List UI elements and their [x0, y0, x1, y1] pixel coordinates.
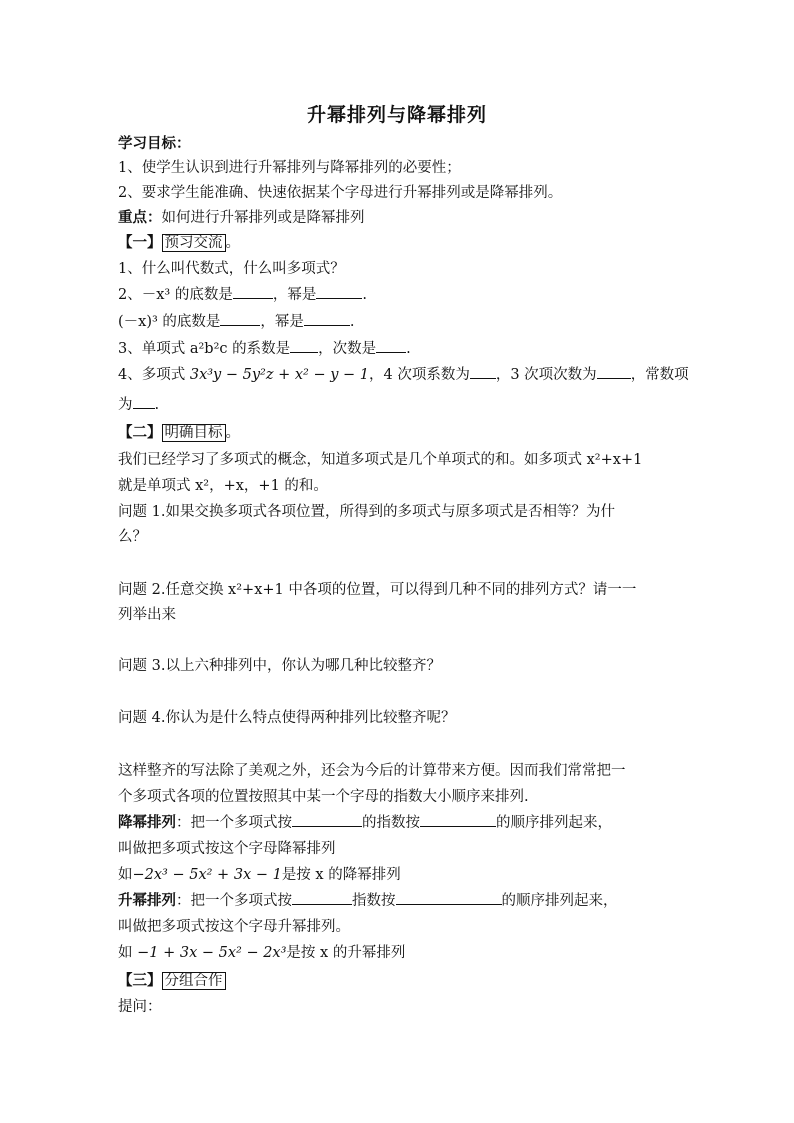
ascending-definition [118, 890, 678, 912]
section-2-heading [118, 422, 678, 444]
problem-3: 问题 3.以上六种排列中，你认为哪几种比较整齐？ [118, 658, 441, 674]
paragraph-2-line-1: 这样整齐的写法除了美观之外，还会为今后的计算带来方便。因而我们常常把一 [118, 763, 626, 779]
descending-definition-cont: 叫做把多项式按这个字母降幂排列 [118, 841, 336, 857]
objectives-label: 学习目标： [118, 135, 191, 152]
ask-label: 提问： [118, 999, 162, 1015]
desc-text-a: ：把一个多项式按 [176, 815, 292, 831]
section-2-mark: 【二】 [118, 424, 162, 441]
desc-text-b: 的指数按 [362, 815, 420, 831]
answer-blank [133, 394, 155, 409]
paragraph-2-line-2: 个多项式各项的位置按照其中某一个字母的指数大小顺序来排列. [118, 789, 529, 805]
answer-blank [233, 284, 273, 299]
objective-2: 2、要求学生能准确、快速依据某个字母进行升幂排列或是降幂排列。 [118, 185, 563, 201]
question-3 [118, 338, 678, 360]
desc-ex-text-a: 如 [118, 867, 133, 883]
q4-text-f: . [154, 397, 160, 413]
q2-text-b: ，幂是 [272, 287, 317, 303]
page-title: 升幂排列与降幂排列 [306, 104, 487, 126]
answer-blank [316, 284, 362, 299]
asc-text-c: 的顺序排列起来， [501, 893, 618, 909]
problem-4: 问题 4.你认为是什么特点使得两种排列比较整齐呢？ [118, 710, 456, 726]
q3-text-c: . [406, 341, 411, 357]
section-1-mark: 【一】 [118, 234, 162, 251]
asc-text-a: ：把一个多项式按 [176, 893, 292, 909]
desc-ex-text-b: 是按 x 的降幂排列 [281, 867, 401, 883]
section-2-end: 。 [225, 425, 240, 441]
ascending-definition-cont: 叫做把多项式按这个字母升幂排列。 [118, 919, 350, 935]
answer-blank [420, 812, 496, 827]
section-3-name: 分组合作 [162, 972, 226, 990]
descending-example [118, 864, 678, 886]
paragraph-1-line-1: 我们已经学习了多项式的概念，知道多项式是几个单项式的和。如多项式 x²+x+1 [118, 452, 643, 468]
q4-text-a: 4、多项式 [118, 367, 190, 383]
asc-text-b: 指数按 [352, 893, 396, 909]
q3-text-b: ，次数是 [318, 341, 377, 357]
ascending-label: 升幂排列 [118, 892, 176, 909]
asc-ex-text-b: 是按 x 的升幂排列 [286, 945, 406, 961]
section-1-heading [118, 232, 678, 254]
q4-text-b: ，4 次项系数为 [369, 367, 470, 383]
problem-2-line-2: 列举出来 [118, 607, 176, 623]
desc-ex-polynomial: −2x³ − 5x² + 3x − 1 [132, 867, 282, 883]
question-4-cont [118, 394, 678, 416]
problem-1-line-1: 问题 1.如果交换多项式各项位置，所得到的多项式与原多项式是否相等？为什 [118, 504, 615, 520]
problem-1-line-2: 么？ [118, 529, 147, 545]
answer-blank [290, 338, 318, 353]
ascending-example [118, 942, 678, 964]
question-2b [118, 311, 678, 333]
desc-text-c: 的顺序排列起来， [496, 815, 612, 831]
descending-definition [118, 812, 678, 834]
question-1: 1、什么叫代数式，什么叫多项式？ [118, 261, 345, 277]
q4-text-e: 为 [118, 397, 133, 413]
section-1-name: 预习交流 [162, 234, 226, 252]
section-3-mark: 【三】 [118, 972, 162, 989]
objective-1: 1、使学生认识到进行升幂排列与降幂排列的必要性； [118, 160, 461, 176]
section-1-end: 。 [225, 235, 240, 251]
q2b-text-b: ，幂是 [260, 314, 304, 330]
asc-ex-text-a: 如 [118, 945, 138, 961]
q2-text-c: . [362, 287, 367, 303]
key-point [118, 207, 678, 229]
key-label: 重点： [118, 209, 162, 226]
asc-ex-polynomial: −1 + 3x − 5x² − 2x³ [137, 945, 287, 961]
answer-blank [304, 311, 350, 326]
descending-label: 降幂排列 [118, 814, 176, 831]
answer-blank [292, 890, 352, 905]
answer-blank [220, 311, 260, 326]
q2b-text-a: (－x)³ 的底数是 [118, 314, 221, 330]
question-4 [118, 364, 689, 386]
q2b-text-c: . [349, 314, 355, 330]
paragraph-1-line-2: 就是单项式 x²，+x，+1 的和。 [118, 478, 328, 494]
answer-blank [470, 364, 496, 379]
problem-2-line-1: 问题 2.任意交换 x²+x+1 中各项的位置，可以得到几种不同的排列方式？请一一 [118, 582, 637, 598]
q4-text-c: ，3 次项次数为 [495, 367, 597, 383]
q4-text-d: ，常数项 [630, 367, 689, 383]
answer-blank [292, 812, 362, 827]
answer-blank [376, 338, 406, 353]
key-text: 如何进行升幂排列或是降幂排列 [161, 210, 365, 226]
answer-blank [396, 890, 502, 905]
question-2 [118, 284, 678, 306]
q3-text-a: 3、单项式 a²b²c 的系数是 [118, 341, 291, 357]
answer-blank [597, 364, 631, 379]
q4-polynomial: 3x³y − 5y²z + x² − y − 1 [189, 367, 369, 383]
q2-text-a: 2、－x³ 的底数是 [118, 287, 233, 303]
section-3-heading [118, 970, 678, 992]
section-2-name: 明确目标 [162, 424, 226, 442]
